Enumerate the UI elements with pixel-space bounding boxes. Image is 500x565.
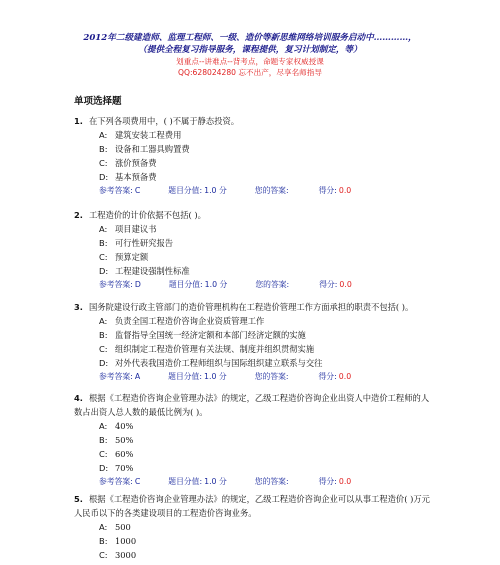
points-earned-value: 0.0: [338, 186, 352, 195]
option-letter: B:: [99, 238, 108, 248]
question-text: 在下列各项费用中，( )不属于静态投资。: [88, 116, 240, 126]
option-b[interactable]: [74, 433, 434, 447]
question-text: 根据《工程造价咨询企业管理办法》的规定，乙级工程造价咨询企业可以从事工程造价( )万元人民币以下的各类建设项目的工程造价咨询业务。: [74, 494, 430, 518]
question-2: [74, 208, 434, 292]
option-text: 项目建议书: [115, 224, 157, 234]
question-stem: [74, 208, 434, 222]
reference-answer-value: C: [134, 477, 141, 486]
question-score-value: 1.0 分: [204, 186, 227, 195]
section-title: 单项选择题: [74, 96, 122, 107]
your-answer-label: 您的答案:: [255, 280, 290, 289]
question-text: 国务院建设行政主管部门的造价管理机构在工程造价管理工作方面承担的职责不包括( )。: [88, 302, 414, 312]
question-score-label: 题目分值:: [168, 280, 203, 289]
points-earned: [319, 186, 366, 195]
question-text: 根据《工程造价咨询企业管理办法》的规定，乙级工程造价咨询企业出资人中造价工程师的人数占出资人总人数的最低比例为( )。: [74, 393, 430, 417]
question-stem: [74, 114, 434, 128]
answer-row: [74, 184, 434, 198]
option-letter: B:: [99, 435, 108, 445]
question-number: 5.: [74, 494, 83, 504]
option-text: 40%: [115, 421, 134, 431]
option-letter: D:: [99, 172, 109, 182]
points-earned-value: 0.0: [339, 280, 352, 289]
option-c[interactable]: [74, 548, 434, 562]
reference-answer-value: C: [134, 186, 141, 195]
option-letter: D:: [99, 463, 109, 473]
question-score-label: 题目分值:: [168, 477, 203, 486]
answer-row: [74, 475, 434, 489]
option-letter: C:: [99, 550, 108, 560]
question-number: 3.: [74, 302, 83, 312]
option-text: 预算定额: [115, 252, 149, 262]
option-letter: C:: [99, 344, 108, 354]
question-score-value: 1.0 分: [204, 477, 227, 486]
reference-answer: [99, 372, 154, 381]
banner-contact: QQ:628024280 忘不出产，尽享名师指导: [178, 68, 322, 77]
question-score: [169, 280, 242, 289]
answer-row: [74, 278, 434, 292]
option-letter: B:: [99, 144, 108, 154]
option-a[interactable]: [74, 222, 434, 236]
option-letter: B:: [99, 536, 108, 546]
option-letter: A:: [99, 130, 108, 140]
option-text: 监督指导全国统一经济定额和本部门经济定额的实施: [115, 330, 306, 340]
option-letter: C:: [99, 158, 108, 168]
option-c[interactable]: [74, 156, 434, 170]
option-a[interactable]: [74, 520, 434, 534]
your-answer-label: 您的答案:: [254, 186, 289, 195]
reference-answer-value: D: [134, 280, 141, 289]
question-text: 工程造价的计价依据不包括( )。: [88, 210, 206, 220]
question-score-value: 1.0 分: [204, 372, 227, 381]
option-a[interactable]: [74, 128, 434, 142]
points-earned-value: 0.0: [338, 372, 352, 381]
option-b[interactable]: [74, 534, 434, 548]
option-letter: A:: [99, 316, 108, 326]
question-5: [74, 492, 434, 562]
option-letter: D:: [99, 266, 109, 276]
question-score-label: 题目分值:: [168, 372, 202, 381]
option-letter: D:: [99, 358, 109, 368]
banner-subheadline: （提供全程复习指导服务，课程提供，复习计划制定，等）: [138, 45, 362, 55]
option-text: 50%: [115, 435, 134, 445]
banner-promo: 划重点--讲难点--背考点，命题专家权威授课: [176, 57, 324, 66]
question-score: [168, 477, 241, 486]
option-c[interactable]: [74, 342, 434, 356]
option-d[interactable]: [74, 264, 434, 278]
option-a[interactable]: [74, 419, 434, 433]
banner-headline: 2012年二级建造师、监理工程师、一级、造价等新思维网络培训服务启动中…………，: [83, 33, 417, 43]
option-text: 负责全国工程造价咨询企业资质管理工作: [115, 316, 265, 326]
question-3: [74, 300, 434, 384]
points-earned-label: 得分:: [318, 186, 337, 195]
option-text: 基本预备费: [115, 172, 157, 182]
option-b[interactable]: [74, 328, 434, 342]
reference-answer-value: A: [134, 372, 141, 381]
option-text: 1000: [115, 536, 137, 546]
option-letter: B:: [99, 330, 108, 340]
reference-answer-label: 参考答案:: [99, 372, 133, 381]
question-score-value: 1.0 分: [204, 280, 228, 289]
points-earned: [319, 372, 366, 381]
reference-answer: [99, 186, 154, 195]
option-text: 涨价预备费: [115, 158, 157, 168]
answer-row: [74, 370, 434, 384]
option-c[interactable]: [74, 250, 434, 264]
option-text: 可行性研究报告: [115, 238, 174, 248]
option-letter: A:: [99, 522, 108, 532]
question-score: [168, 372, 241, 381]
option-text: 60%: [115, 449, 134, 459]
banner: [0, 32, 500, 78]
option-text: 70%: [115, 463, 134, 473]
points-earned: [319, 280, 366, 289]
points-earned-value: 0.0: [338, 477, 352, 486]
question-number: 1.: [74, 116, 83, 126]
option-d[interactable]: [74, 170, 434, 184]
reference-answer-label: 参考答案:: [99, 477, 133, 486]
points-earned: [319, 477, 366, 486]
option-d[interactable]: [74, 461, 434, 475]
question-stem: [74, 300, 434, 314]
question-4: [74, 391, 434, 489]
question-number: 4.: [74, 393, 83, 403]
option-text: 3000: [115, 550, 137, 560]
reference-answer: [99, 280, 155, 289]
option-b[interactable]: [74, 236, 434, 250]
question-stem: [74, 492, 434, 520]
points-earned-label: 得分:: [318, 372, 337, 381]
question-number: 2.: [74, 210, 83, 220]
reference-answer: [99, 477, 154, 486]
question-1: [74, 114, 434, 198]
points-earned-label: 得分:: [318, 477, 337, 486]
your-answer-label: 您的答案:: [254, 372, 289, 381]
option-letter: A:: [99, 421, 108, 431]
option-b[interactable]: [74, 142, 434, 156]
option-c[interactable]: [74, 447, 434, 461]
question-stem: [74, 391, 434, 419]
option-d[interactable]: [74, 356, 434, 370]
option-text: 500: [115, 522, 131, 532]
reference-answer-label: 参考答案:: [99, 280, 133, 289]
question-score-label: 题目分值:: [168, 186, 203, 195]
your-answer: [255, 186, 305, 195]
your-answer-label: 您的答案:: [254, 477, 289, 486]
option-text: 建筑安装工程费用: [115, 130, 182, 140]
option-text: 组织制定工程造价管理有关法规、制度并组织贯彻实施: [115, 344, 315, 354]
option-letter: C:: [99, 449, 108, 459]
option-letter: C:: [99, 252, 108, 262]
option-letter: A:: [99, 224, 108, 234]
option-text: 设备和工器具购置费: [115, 144, 190, 154]
reference-answer-label: 参考答案:: [99, 186, 133, 195]
your-answer: [255, 372, 305, 381]
question-score: [168, 186, 241, 195]
option-a[interactable]: [74, 314, 434, 328]
option-text: 工程建设强制性标准: [115, 266, 190, 276]
points-earned-label: 得分:: [319, 280, 338, 289]
your-answer: [255, 280, 305, 289]
option-text: 对外代表我国造价工程师组织与国际组织建立联系与交往: [115, 358, 323, 368]
your-answer: [255, 477, 305, 486]
